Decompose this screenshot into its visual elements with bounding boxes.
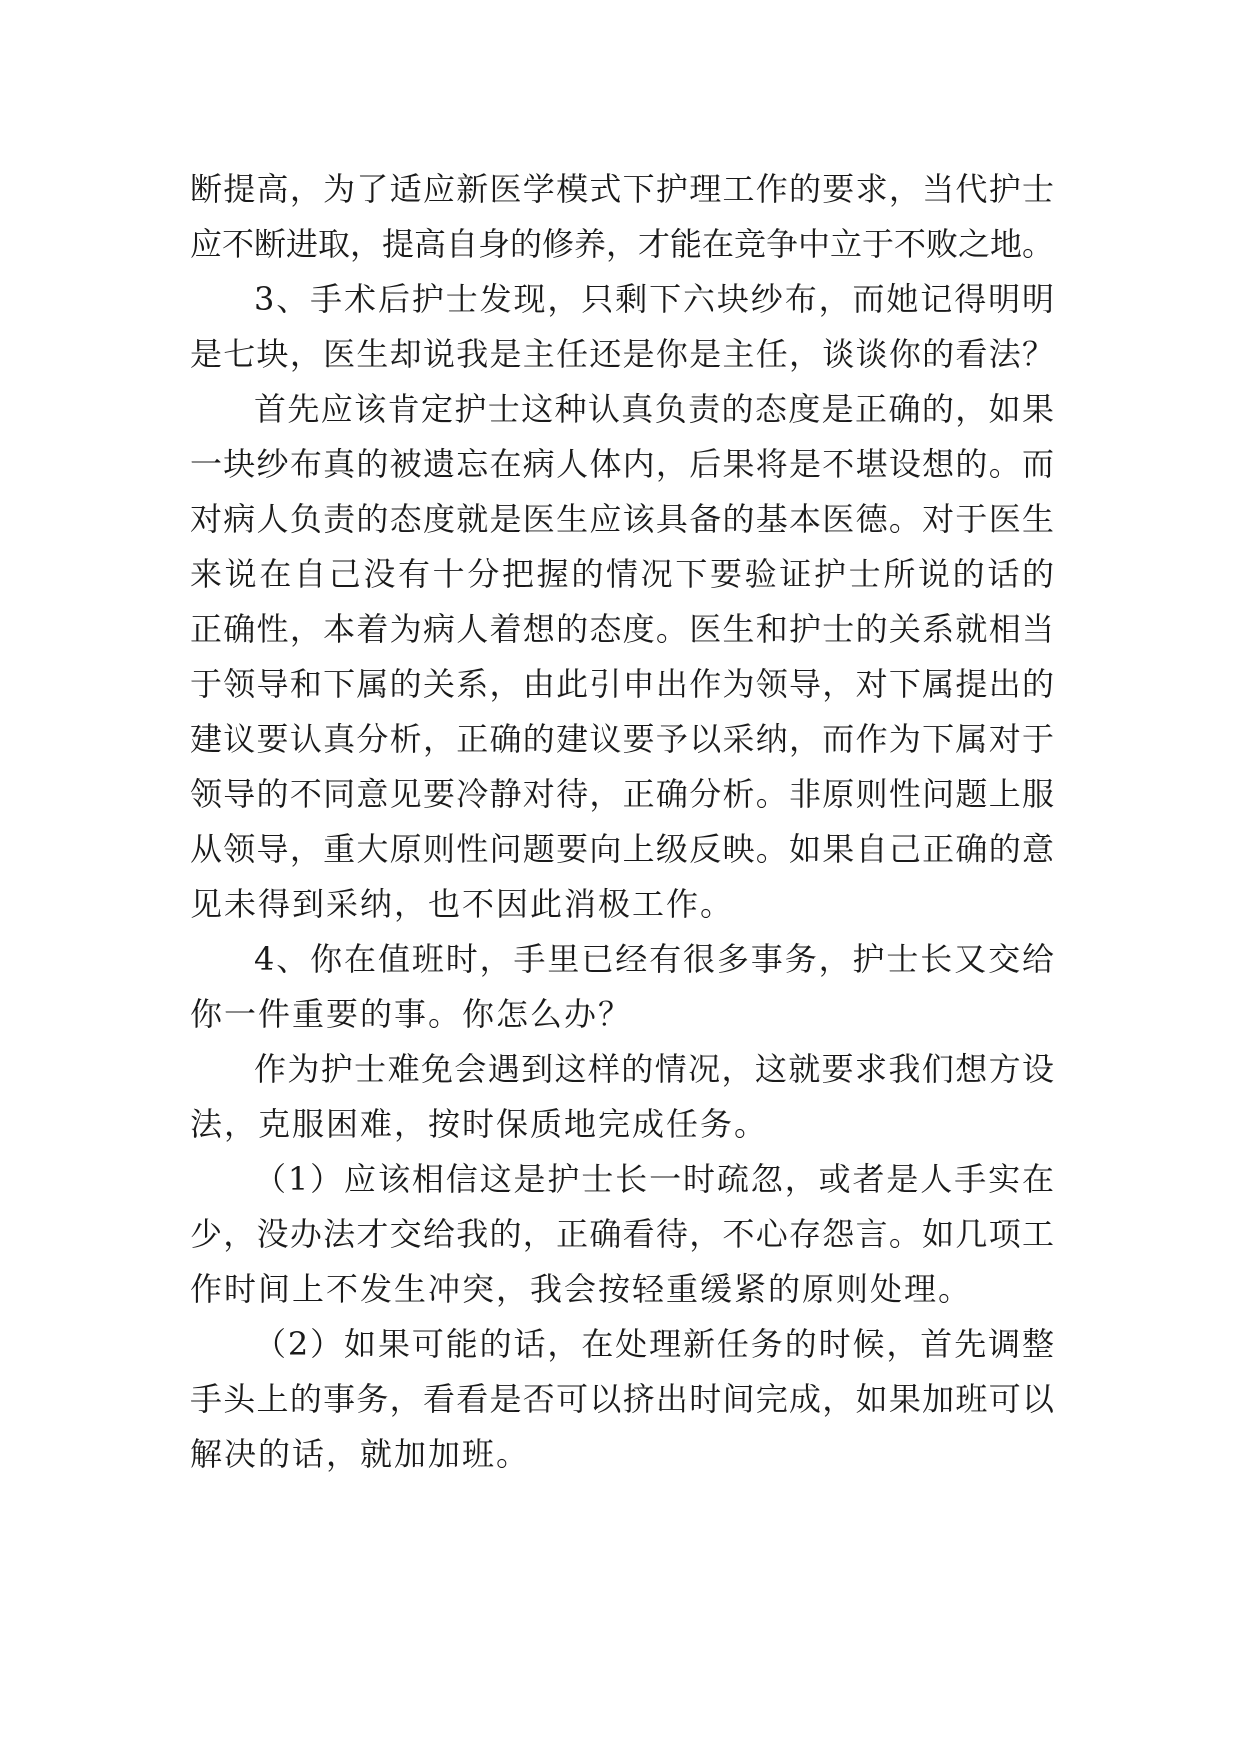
answer-3-line-3: 对病人负责的态度就是医生应该具备的基本医德。对于医生: [190, 500, 1054, 538]
answer-4-intro-line-2: 法，克服困难，按时保质地完成任务。: [190, 1105, 769, 1143]
question-3-line-1: 3、手术后护士发现，只剩下六块纱布，而她记得明明: [254, 280, 1054, 318]
answer-4-point-2-line-3: 解决的话，就加加班。: [190, 1435, 531, 1473]
answer-3-line-7: 建议要认真分析，正确的建议要予以采纳，而作为下属对于: [190, 720, 1054, 758]
answer-3-line-10: 见未得到采纳，也不因此消极工作。: [190, 885, 735, 923]
text-line-1: 断提高，为了适应新医学模式下护理工作的要求，当代护士: [190, 170, 1054, 208]
answer-4-point-1-line-1: （1）应该相信这是护士长一时疏忽，或者是人手实在: [254, 1160, 1054, 1198]
answer-3-line-2: 一块纱布真的被遗忘在病人体内，后果将是不堪设想的。而: [190, 445, 1054, 483]
question-3-line-2: 是七块，医生却说我是主任还是你是主任，谈谈你的看法？: [190, 335, 1054, 373]
answer-4-point-1-line-2: 少，没办法才交给我的，正确看待，不心存怨言。如几项工: [190, 1215, 1054, 1253]
answer-3-line-8: 领导的不同意见要冷静对待，正确分析。非原则性问题上服: [190, 775, 1054, 813]
answer-4-point-2-line-2: 手头上的事务，看看是否可以挤出时间完成，如果加班可以: [190, 1380, 1054, 1418]
answer-3-line-5: 正确性，本着为病人着想的态度。医生和护士的关系就相当: [190, 610, 1054, 648]
answer-3-line-4: 来说在自己没有十分把握的情况下要验证护士所说的话的: [190, 555, 1054, 593]
answer-3-line-6: 于领导和下属的关系，由此引申出作为领导，对下属提出的: [190, 665, 1054, 703]
answer-4-point-1-line-3: 作时间上不发生冲突，我会按轻重缓紧的原则处理。: [190, 1270, 973, 1308]
question-4-line-1: 4、你在值班时，手里已经有很多事务，护士长又交给: [254, 940, 1054, 978]
answer-3-line-1: 首先应该肯定护士这种认真负责的态度是正确的，如果: [254, 390, 1054, 428]
text-line-2: 应不断进取，提高自身的修养，才能在竞争中立于不败之地。: [190, 225, 1055, 263]
answer-4-intro-line-1: 作为护士难免会遇到这样的情况，这就要求我们想方设: [254, 1050, 1054, 1088]
answer-3-line-9: 从领导，重大原则性问题要向上级反映。如果自己正确的意: [190, 830, 1054, 868]
document-body: [190, 162, 1054, 1482]
question-4-line-2: 你一件重要的事。你怎么办？: [190, 995, 633, 1033]
answer-4-point-2-line-1: （2）如果可能的话，在处理新任务的时候，首先调整: [254, 1325, 1054, 1363]
